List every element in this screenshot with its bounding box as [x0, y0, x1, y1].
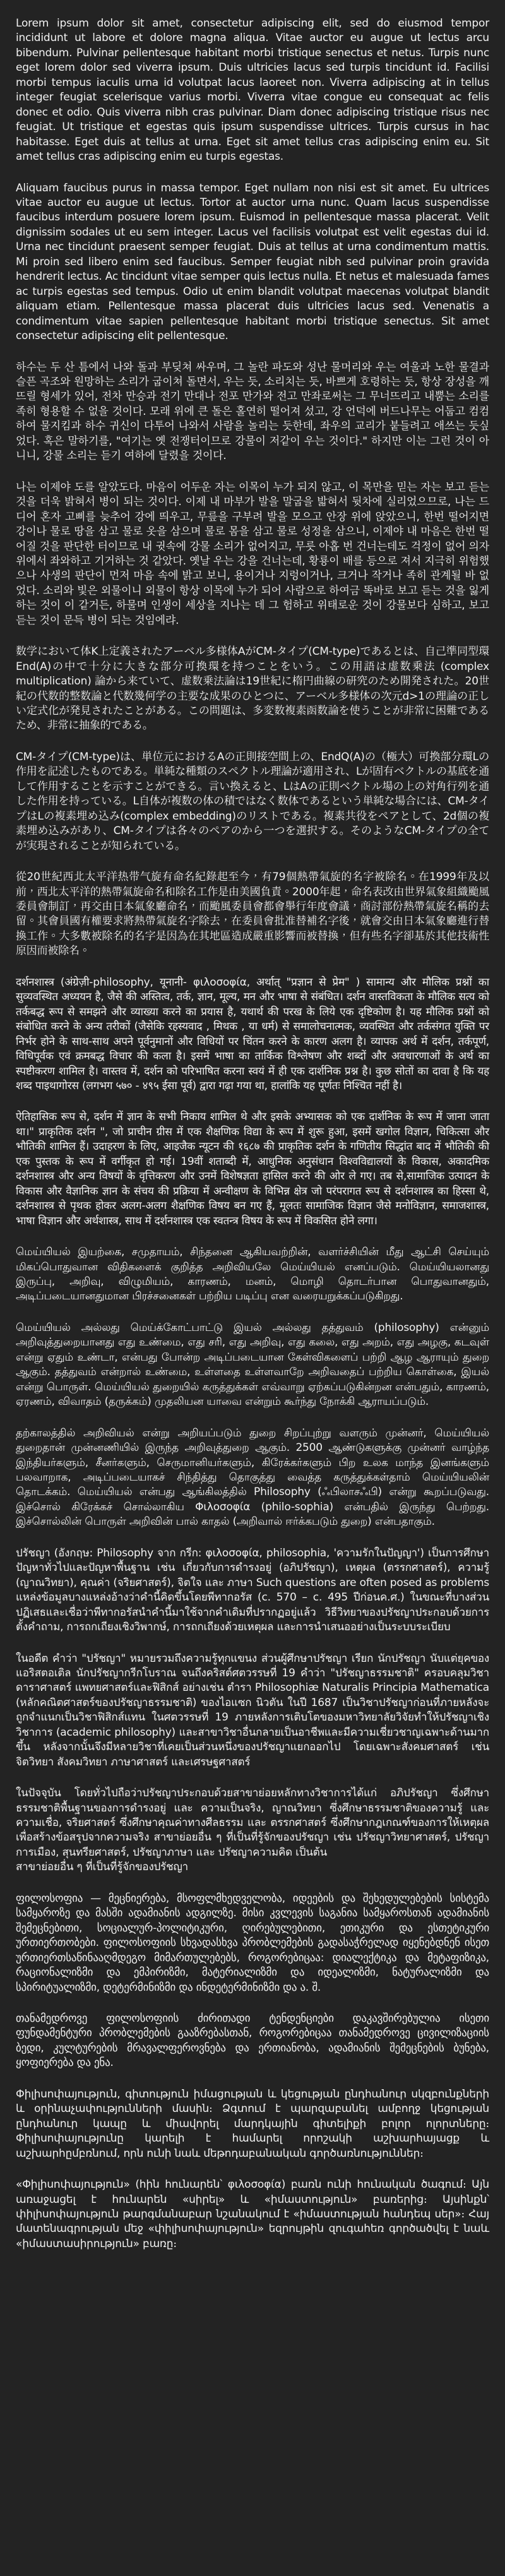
paragraph-japanese-1: 数学において体K上定義されたアーベル多様体AがCM-タイプ(CM-type)であるとは、自己準同型環 End(A)の中で十分に大きな部分可換環を持つことをいう。この用語は虚数乗法 (complex multiplication) 論から来ていて、虚数乗法論は19世紀に楕円曲線の研究のため開発された。20世紀の代数的整数論と代数幾何学の主要な成果のひとつに、アーベル多様体の次元d>1の理論の正しい定式化が発見されたことがある。この問題は、多変数複素函数論を使うことが非常に困難であるため、非常に抽象的である。: [16, 645, 489, 732]
paragraph-georgian-1: ფილოსოფია — მეცნიერება, მსოფლმხედველობა, იდეების და შეხედულებების სისტემა სამყაროზე და მასში ადამიანის ადგილზე. მისი კვლევის საგანია სამყაროსთან ადამიანის შემეცნებითი, სოციალურ-პოლიტიკური, ღირებულებითი, ეთიკური და ესთეტიკური ურთიერთობები. ფილოსოფიის სხვადასხვა პრობლემების გადასაჭრელად იყენებდნენ ისეთ ურთიერთსაწინააღმდეგო მიმართულებებს, როგორებიცაა: დიალექტიკა და მეტაფიზიკა, რაციონალიზმი და ემპირიზმი, მატერიალიზმი და იდეალიზმი, ნატურალიზმი და სპირიტუალიზმი, დეტერმინიზმი და ინდეტერმინიზმი და ა. შ.: [16, 1892, 489, 1994]
paragraph-armenian-2: «Փիլիսոփայություն» (հին հունարեն՝ φιλοσοφία) բառն ունի հունական ծագում։ Այն առաջացել է հունարեն «սիրել» և «իմաստություն» բառերից։ Այսինքն՝ փիլիսոփայություն թարգմանաբար նշանակում է «իմաստության հանդեպ սեր»։ Հայ մատենագրության մեջ «փիլիսոփայություն» եզրույթին զուգահեռ գործածվել է նաև «իմաստասիրություն» բառը։: [16, 2178, 489, 2250]
paragraph-latin-1: Lorem ipsum dolor sit amet, consectetur adipiscing elit, sed do eiusmod tempor incididunt ut labore et dolore magna aliqua. Vitae auctor eu augue ut lectus arcu bibendum. Pulvinar pellentesque habitant morbi tristique senectus et netus. Turpis nunc eget lorem dolor sed viverra ipsum. Duis ultricies lacus sed turpis tincidunt id. Facilisi morbi tempus iaculis urna id volutpat lacus laoreet non. Viverra adipiscing at in tellus integer feugiat scelerisque varius morbi. Viverra vitae congue eu consequat ac felis donec et odio. Quis viverra nibh cras pulvinar. Diam donec adipiscing tristique risus nec feugiat. Ut tristique et egestas quis ipsum suspendisse ultrices. Turpis cursus in hac habitasse. Eget duis at tellus at urna. Eget sit amet tellus cras adipiscing enim eu. Sit amet tellus cras adipiscing enim eu turpis egestas.: [16, 17, 489, 164]
paragraph-tamil-2: மெய்யியல் அல்லது மெய்க்கோட்பாட்டு இயல் அல்லது தத்துவம் (philosophy) என்னும் அறிவுத்துறையானது எது உண்மை, எது சரி, எது அறிவு, எது கலை, எது அறம், எது அழகு, கடவுள் என்று ஏதும் உண்டா, என்பது போன்ற அடிப்படையான கேள்விகளைப் பற்றி ஆழ ஆராயும் துறை ஆகும். தத்துவம் என்றால் உண்மை, உள்ளதை உள்ளவாறே அறிவதைப் பற்றிய கொள்கை, இயல் என்று பொருள். மெய்யியல் துறையில் கருத்துக்கள் எவ்வாறு ஏற்கப்படுகின்றன என்பதும், காரணம், ஏரணம், விவாதம் (தருக்கம்) முதலியன யாவை என்றும் கூர்ந்து நோக்கி ஆராயப்படும்.: [16, 1321, 489, 1409]
paragraph-thai-3: ในปัจจุบัน โดยทั่วไปถือว่าปรัชญาประกอบด้วยสาขาย่อยหลักทางวิชาการได้แก่ อภิปรัชญา ซึ่งศึกษาธรรมชาติพื้นฐานของการดำรงอยู่ และ ความเป็นจริง, ญาณวิทยา ซึ่งศึกษาธรรมชาติของความรู้ และ ความเชื่อ, จริยศาสตร์ ซึ่งศึกษาคุณค่าทางศีลธรรม และ ตรรกศาสตร์ ซึ่งศึกษากฎเกณฑ์ของการให้เหตุผลเพื่อสร้างข้อสรุปจากความจริง สาขาย่อยอื่น ๆ ที่เป็นที่รู้จักของปรัชญา เช่น ปรัชญาวิทยาศาสตร์, ปรัชญาการเมือง, สุนทรียศาสตร์, ปรัชญาภาษา และ ปรัชญาความคิด เป็นต้น: [16, 1787, 489, 1859]
paragraph-hindi-2: ऐतिहासिक रूप से, दर्शन में ज्ञान के सभी निकाय शामिल थे और इसके अभ्यासक को एक दार्शनिक के रूप में जाना जाता था।" प्राकृतिक दर्शन ", जो प्राचीन ग्रीस में एक शैक्षणिक विद्या के रूप में शुरू हुआ, इसमें खगोल विज्ञान, चिकित्सा और भौतिकी शामिल हैं। उदाहरण के लिए, आइजैक न्यूटन की १६८७ की प्राकृतिक दर्शन के गणितीय सिद्धांत बाद में भौतिकी की एक पुस्तक के रूप में वर्गीकृत हो गई। 19वीं शताब्दी में, आधुनिक अनुसंधान विश्वविद्यालयों के विकास, अकादमिक दर्शनशास्त्र और अन्य विषयों के वृत्तिकरण और उनमें विशेषज्ञता हासिल करने की ओर ले गए। तब से,सामाजिक उत्पादन के विकास और वैज्ञानिक ज्ञान के संचय की प्रक्रिया में अन्वीक्षण के विभिन्न क्षेत्र जो परंपरागत रूप से दर्शनशास्त्र का हिस्सा थे, दर्शनशास्त्र से पृथक होकर अलग-अलग शैक्षणिक विषय बन गए हैं, मूलतः सामाजिक विज्ञान जैसे मनोविज्ञान, समाजशास्त्र, भाषा विज्ञान और अर्थशास्त्र, साथ में दर्शनशास्त्र एक स्वतन्त्र विषय के रूप में विकसित होने लगा।: [16, 1111, 489, 1227]
paragraph-thai-3-trailing-line: สาขาย่อยอื่น ๆ ที่เป็นที่รู้จักของปรัชญา: [16, 1861, 189, 1874]
paragraph-thai-2: ในอดีต คำว่า "ปรัชญา" หมายรวมถึงความรู้ทุกแขนง ส่วนผู้ศึกษาปรัชญา เรียก นักปรัชญา นับแต่ยุคของแอริสตอเติล นักปรัชญากรีกโบราณ จนถึงคริสต์ศตวรรษที่ 19 คำว่า "ปรัชญาธรรมชาติ" ครอบคลุมวิชาดาราศาสตร์ แพทยศาสตร์และฟิสิกส์ อย่างเช่น ตำรา Philosophiæ Naturalis Principia Mathematica (หลักคณิตศาสตร์ของปรัชญาธรรมชาติ) ของไอแซก นิวตัน ในปี 1687 เป็นวิชาปรัชญาก่อนที่ภายหลังจะถูกจำแนกเป็นวิชาฟิสิกส์แทน ในศตวรรษที่ 19 ภายหลังการเติบโตของมหาวิทยาลัยวิจัยทำให้ปรัชญาเชิงวิชาการ (academic philosophy) และสาขาวิชาอื่นกลายเป็นอาชีพและมีความเชี่ยวชาญเฉพาะด้านมากขึ้น หลังจากนั้นจึงมีหลายวิชาที่เคยเป็นส่วนหนึ่งของปรัชญาแยกออกไป โดยเฉพาะสังคมศาสตร์ เช่น จิตวิทยา สังคมวิทยา ภาษาศาสตร์ และเศรษฐศาสตร์: [16, 1652, 489, 1768]
paragraph-thai-1: ปรัชญา (อังกฤษ: Philosophy จาก กรีก: φιλοσοφία, philosophia, 'ความรักในปัญญา') เป็นการศึกษาปัญหาทั่วไปและปัญหาพื้นฐาน เช่น เกี่ยวกับการดำรงอยู่ (อภิปรัชญา), เหตุผล (ตรรกศาสตร์), ความรู้ (ญาณวิทยา), คุณค่า (จริยศาสตร์), จิตใจ และ ภาษา Such questions are often posed as problems แหล่งข้อมูลบางแหล่งอ้างว่าคำนี้คิดขึ้นโดยพีทากอรัส (c. 570 – c. 495 ปีก่อนค.ศ.) ในขณะที่บางส่วน ปฏิเสธและเชื่อว่าพีทากอรัสนำคำนี้มาใช้จากคำเดิมที่ปรากฏอยู่แล้ว วิธีวิทยาของปรัชญาประกอบด้วยการตั้งคำถาม, การถกเถียงเชิงวิพากษ์, การถกเถียงด้วยเหตุผล และการนำเสนออย่างเป็นระบบระเบียบ: [16, 1546, 489, 1634]
paragraph-tamil-1: மெய்யியல் இயற்கை, சமுதாயம், சிந்தனை ஆகியவற்றின், வளர்ச்சியின் மீது ஆட்சி செய்யும் மிகப்பொதுவான விதிகளைக் குறித்த அறிவியலே மெய்யியல் எனப்படும். மெய்யியலானது இருப்பு, அறிவு, விழுமியம், காரணம், மனம், மொழி தொடர்பான பொதுவானதும், அடிப்படையானதுமான பிரச்சனைகள் பற்றிய படிப்பு என வரையறுக்கப்படுகிறது.: [16, 1246, 489, 1303]
paragraph-tamil-3: தற்காலத்தில் அறிவியல் என்று அறியப்படும் துறை சிறப்புற்று வளரும் முன்னர், மெய்யியல் துறைதான் முன்னணியில் இருந்த அறிவுத்துறை ஆகும். 2500 ஆண்டுகளுக்கு முன்னர் வாழ்ந்த இந்தியர்களும், சீனர்களும், செருமானியர்களும், கிரேக்கர்களும் பிற உலக மாந்த இனங்களும் பலவாறாக, அடிப்படையாகச் சிந்தித்து தொகுத்து வைத்த கருத்துக்கள்தாம் மெய்யியலின் தொடக்கம். மெய்யியல் என்பது ஆங்கிலத்தில் Philosophy (ஃபிலாசஃபி) என்று கூறப்படுவது. இச்சொல் கிரேக்கச் சொல்லாகிய Φιλοσοφία (philo-sophia) என்பதில் இருந்து பெற்றது. இச்சொல்லின் பொருள் அறிவின் பால் காதல் (அறிவால் ஈர்க்கபடும் துறை) என்பதாகும்.: [16, 1426, 489, 1529]
paragraph-chinese-1: 從20世紀西北太平洋热带气旋有命名紀錄起至今，有79個熱帶氣旋的名字被除名。在1999年及以前，西北太平洋的熱帶氣旋命名和除名工作是由美國負責。2000年起，命名表改由世界氣象組織颱風委員會制訂，再交由日本氣象廳命名，而颱風委員會都會舉行年度會議，商討部份熱帶氣旋名稱的去留。其會員國有權要求將熱帶氣旋名字除去，在委員會批准替補名字後，就會交由日本氣象廳進行替換工作。大多數被除名的名字是因為在其地區造成嚴重影響而被替換，但有些名字卻基於其他技術性原因而被除名。: [16, 871, 489, 958]
paragraph-korean-1: 하수는 두 산 틈에서 나와 돌과 부딪쳐 싸우며, 그 놀란 파도와 성난 물머리와 우는 여울과 노한 물결과 슬픈 곡조와 원망하는 소리가 굽이쳐 돌면서, 우는 듯, 소리치는 듯, 바쁘게 호령하는 듯, 항상 장성을 깨뜨릴 형세가 있어, 전차 만승과 전기 만대나 전포 만가와 전고 만좌로써는 그 무너뜨리고 내뿜는 소리를 족히 형용할 수 없을 것이다. 모래 위에 큰 돌은 홀연히 떨어져 섰고, 강 언덕에 버드나무는 어둡고 컴컴하여 물지킴과 하수 귀신이 다투어 나와서 사람을 놀리는 듯한데, 좌우의 교리가 붙들려고 애쓰는 듯싶었다. 혹은 말하기를, "여기는 옛 전쟁터이므로 강물이 저같이 우는 것이다." 하지만 이는 그런 것이 아니니, 강물 소리는 듣기 여하에 달렸을 것이다.: [16, 361, 489, 463]
paragraph-hindi-1: दर्शनशास्त्र (अंग्रेज़ी-philosophy, यूनानी- φιλοσοφία, अर्थात् "प्रज्ञान से प्रेम" ) सामान्य और मौलिक प्रश्नों का सुव्यवस्थित अध्ययन है, जैसे की अस्तित्व, तर्क, ज्ञान, मूल्य, मन और भाषा से संबंधित। दर्शन वास्तविकता के मौलिक सत्य को तर्कबद्ध रूप से समझने और व्याख्या करने का प्रयास है, यथार्थ की परख के लिये एक दृष्टिकोण है। यह मौलिक प्रश्नों को संबोधित करने के अन्य तरीकों (जैसेकि रहस्यवाद , मिथक , या धर्म) से समालोचनात्मक, व्यवस्थित और तर्कसंगत युक्ति पर निर्भर होने के साथ-साथ अपने पूर्वनुमानों और विधियों पर चिंतन करने के कारण अलग है। व्यापक अर्थ में दर्शन, तर्कपूर्ण, विधिपूर्वक एवं क्रमबद्ध विचार की कला है। इसमें भाषा का तार्किक विश्लेषण और शब्दों और अवधारणाओं के अर्थ का स्पष्टीकरण शामिल है। वास्तव में, दर्शन को परिभाषित करना स्वयं में ही एक दार्शनिक प्रश्न है। कुछ सोतों का दावा है कि यह शब्द पाइथागोरस (लगभग ५७० - ४९५ ईसा पूर्व) द्वारा गढ़ा गया था, हालांकि यह पूर्णतः निश्चित नहीं है।: [16, 975, 489, 1092]
paragraph-korean-2: 나는 이제야 도를 알았도다. 마음이 어두운 자는 이목이 누가 되지 않고, 이 목만을 믿는 자는 보고 듣는 것을 더욱 밝혀서 병이 되는 것이다. 이제 내 마부가 발을 말굽을 밟혀서 뒷차에 실리었으므로, 나는 드디어 혼자 고삐를 늦추어 강에 띄우고, 무릎을 구부려 발을 모으고 안장 위에 앉았으니, 한번 떨어지면 강이나 물로 땅을 삼고 물로 옷을 삼으며 물로 몸을 삼고 물로 성정을 삼으니, 이제야 내 마음은 한번 떨어질 것을 판단한 터이므로 내 귓속에 강물 소리가 없어지고, 무릇 아홉 번 건너는데도 걱정이 없어 의자 위에서 좌와하고 기거하는 것 같았다. 옛날 우는 강을 건너는데, 황룡이 배를 등으로 져서 지극히 위험했으나 사생의 판단이 먼저 마음 속에 밝고 보니, 용이거나 지렁이거나, 크거나 작거나 족히 관계될 바 없었다. 소리와 빛은 외물이니 외물이 항상 이목에 누가 되어 사람으로 하여금 똑바로 보고 듣는 것을 잃게 하는 것이 이 같거든, 하물며 인생이 세상을 지나는 데 그 험하고 위태로운 것이 강물보다 심하고, 보고 듣는 것이 문득 병이 되는 것임에랴.: [16, 480, 489, 627]
paragraph-armenian-1: Փիլիսոփայություն, գիտություն իմացության և կեցության ընդհանուր սկզբունքների և օրինաչափությունների մասին։ Ձգտում է պարզաբանել ամբողջ կեցության ընդհանուր կապը և միավորել մարդկային գիտելիքի բոլոր ոլորտները։ Փիլիսոփայությունը կարելի է համարել որոշակի աշխարհայացք և աշխարհըմբռնում, որն ունի նաև մեթոդաբանական գործառնություններ։: [16, 2087, 489, 2160]
paragraph-latin-2: Aliquam faucibus purus in massa tempor. Eget nullam non nisi est sit amet. Eu ultrices vitae auctor eu augue ut lectus. Tortor at auctor urna nunc. Quam lacus suspendisse faucibus interdum posuere lorem ipsum. Euismod in pellentesque massa placerat. Velit dignissim sodales ut eu sem integer. Lacus vel facilisis volutpat est velit egestas dui id. Urna nec tincidunt praesent semper feugiat. Duis at tellus at urna condimentum mattis. Mi proin sed libero enim sed faucibus. Semper feugiat nibh sed pulvinar proin gravida hendrerit lectus. Ac tincidunt vitae semper quis lectus nulla. Et netus et malesuada fames ac turpis egestas sed tempus. Odio ut enim blandit volutpat maecenas volutpat blandit aliquam etiam. Pellentesque massa placerat duis ultricies lacus sed. Venenatis a condimentum vitae sapien pellentesque habitant morbi tristique senectus. Sit amet consectetur adipiscing elit pellentesque.: [16, 181, 489, 343]
paragraph-georgian-2: თანამედროვე ფილოსოფიის ძირითადი ტენდენციები დაკავშირებულია ისეთი ფუნდამენტური პრობლემების გააზრებასთან, როგორებიცაა თანამედროვე ცივილიზაციის ბედი, კულტურების მრავალფეროვნება და ერთიანობა, ადამიანის შემეცნების ბუნება, ყოფიერება და ენა.: [16, 2012, 489, 2070]
paragraph-japanese-2: CM-タイプ(CM-type)は、単位元におけるAの正則接空間上の、EndQ(A)の（極大）可換部分環Lの作用を記述したものである。単純な種類のスペクトル理論が適用され、Lが固有ベクトルの基底を通して作用することを示すことができる。言い換えると、LはAの正則ベクトル場の上の対角行列を通した作用を持っている。L自体が複数の体の積ではなく数体であるという単純な場合には、CM-タイプはLの複素埋め込み(complex embedding)のリストである。複素共役をペアとして、2d個の複素埋め込みがあり、CM-タイプは各々のペアのから一つを選択する。そのようなCM-タイプの全てが実現されることが知られている。: [16, 750, 489, 852]
